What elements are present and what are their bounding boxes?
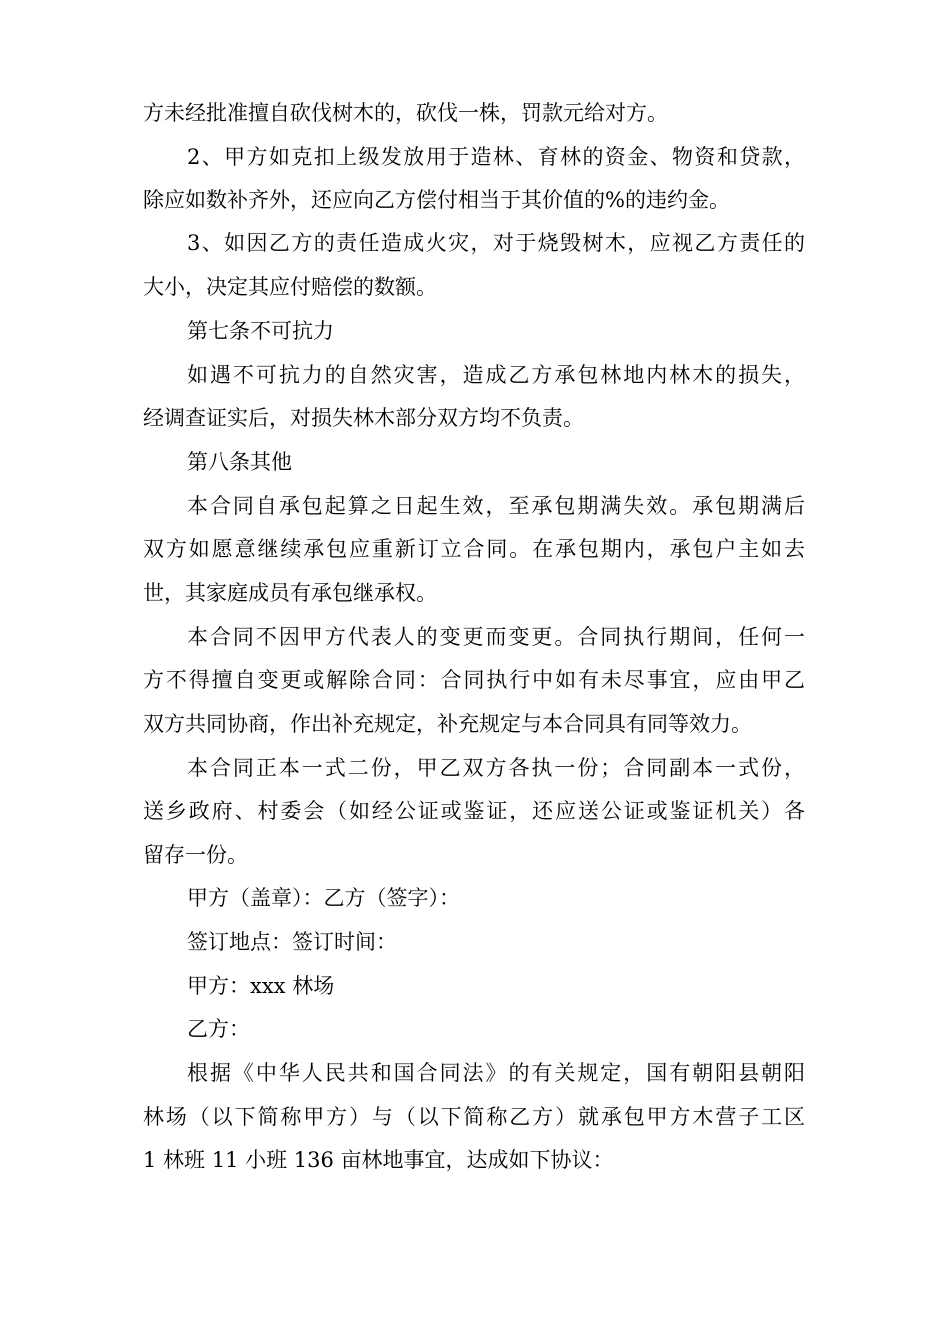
text-line: 3、如因乙方的责任造成火灾，对于烧毁树木，应视乙方责任的 — [187, 231, 805, 255]
text-line: 林场（以下简称甲方）与（以下简称乙方）就承包甲方木营子工区 — [143, 1105, 805, 1129]
text-line: 本合同自承包起算之日起生效，至承包期满失效。承包期满后 — [187, 494, 805, 518]
text-line: 本合同不因甲方代表人的变更而变更。合同执行期间，任何一 — [187, 625, 805, 649]
text-line: 2、甲方如克扣上级发放用于造林、育林的资金、物资和贷款， — [187, 145, 805, 169]
signing-place-time-line: 签订地点：签订时间： — [187, 930, 397, 954]
text-line: 送乡政府、村委会（如经公证或鉴证，还应送公证或鉴证机关）各 — [143, 799, 805, 823]
section-heading: 第八条其他 — [187, 450, 292, 474]
text-line: 双方如愿意继续承包应重新订立合同。在承包期内，承包户主如去 — [143, 537, 805, 561]
text-line: 留存一份。 — [143, 843, 248, 867]
text-line: 1 林班 11 小班 136 亩林地事宜，达成如下协议： — [143, 1148, 614, 1172]
text-line: 如遇不可抗力的自然灾害，造成乙方承包林地内林木的损失， — [187, 363, 805, 387]
text-line: 方不得擅自变更或解除合同：合同执行中如有未尽事宜，应由甲乙 — [143, 668, 805, 692]
text-line: 经调查证实后，对损失林木部分双方均不负责。 — [143, 406, 584, 430]
text-line: 根据《中华人民共和国合同法》的有关规定，国有朝阳县朝阳 — [187, 1061, 805, 1085]
section-heading: 第七条不可抗力 — [187, 319, 334, 343]
text-line: 除应如数补齐外，还应向乙方偿付相当于其价值的%的违约金。 — [143, 188, 730, 212]
text-line: 双方共同协商，作出补充规定，补充规定与本合同具有同等效力。 — [143, 712, 752, 736]
text-line: 本合同正本一式二份，甲乙双方各执一份；合同副本一式份， — [187, 756, 805, 780]
party-a-line: 甲方：xxx 林场 — [187, 974, 335, 998]
text-line: 世，其家庭成员有承包继承权。 — [143, 581, 437, 605]
text-line: 大小，决定其应付赔偿的数额。 — [143, 275, 437, 299]
text-line: 方未经批准擅自砍伐树木的，砍伐一株，罚款元给对方。 — [143, 101, 668, 125]
signature-line: 甲方（盖章）：乙方（签字）： — [187, 886, 460, 910]
party-b-line: 乙方： — [187, 1017, 250, 1041]
